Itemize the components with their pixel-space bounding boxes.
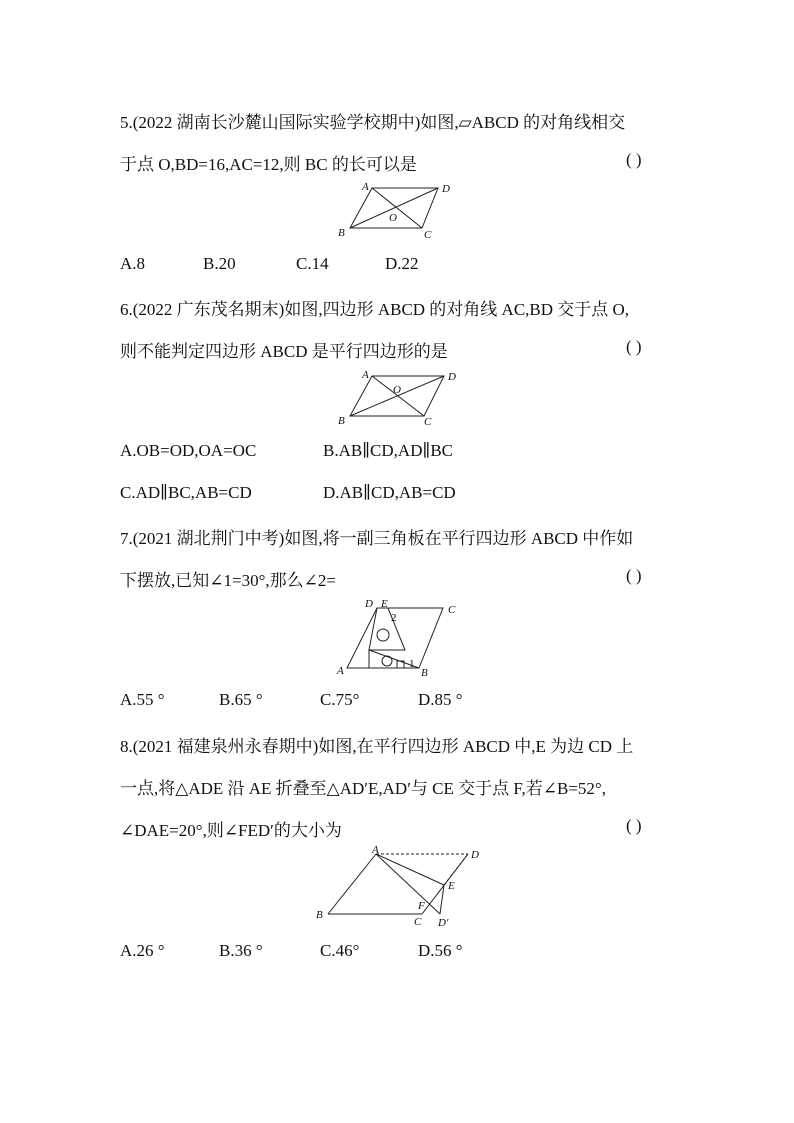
q8-segment-ad-prime	[376, 854, 440, 914]
q6-label-c: C	[424, 416, 432, 428]
q5-figure	[330, 180, 460, 245]
q5-label-a: A	[362, 181, 369, 193]
q6-diagonal-bd	[350, 376, 444, 416]
q5-stem-line1: 5.(2022 湖南长沙麓山国际实验学校期中)如图,▱ABCD 的对角线相交	[120, 113, 626, 132]
q7-label-c: C	[448, 604, 456, 616]
q5-label-d: D	[442, 183, 450, 195]
q8-figure	[310, 842, 490, 937]
q8-option-d: D.56 °	[418, 941, 463, 960]
q8-option-a: A.26 °	[120, 941, 165, 960]
q6-figure	[330, 366, 460, 433]
q5-label-b: B	[338, 227, 345, 239]
q6-option-d: D.AB∥CD,AB=CD	[323, 483, 456, 502]
q5-option-c: C.14	[296, 254, 329, 273]
q6-label-d: D	[448, 371, 456, 383]
q7-option-c: C.75°	[320, 690, 360, 709]
q5-option-a: A.8	[120, 254, 146, 273]
q6-stem-line2: 则不能判定四边形 ABCD 是平行四边形的是	[120, 342, 448, 361]
q7-set-square-hole-upper	[377, 629, 389, 641]
q6-option-a: A.OB=OD,OA=OC	[120, 441, 257, 460]
q6-option-b: B.AB∥CD,AD∥BC	[323, 441, 454, 460]
q7-figure	[335, 598, 465, 683]
q5-option-d: D.22	[385, 254, 419, 273]
q7-label-a: A	[337, 665, 344, 677]
q8-answer-bracket: ( )	[626, 816, 642, 835]
q7-stem-line1: 7.(2021 湖北荆门中考)如图,将一副三角板在平行四边形 ABCD 中作如	[120, 529, 634, 548]
q8-stem-line2: 一点,将△ADE 沿 AE 折叠至△AD′E,AD′与 CE 交于点 F,若∠B=52°,	[120, 779, 606, 798]
q8-label-f: F	[418, 900, 425, 912]
q7-set-square-hole-lower	[382, 656, 392, 666]
q6-answer-bracket: ( )	[626, 337, 642, 356]
q7-option-d: D.85 °	[418, 690, 463, 709]
q7-label-d: D	[365, 598, 373, 610]
q8-label-d: D	[471, 849, 479, 861]
q8-stem-line1: 8.(2021 福建泉州永春期中)如图,在平行四边形 ABCD 中,E 为边 CD 上	[120, 737, 634, 756]
q8-label-e: E	[448, 880, 455, 892]
q6-stem-line1: 6.(2022 广东茂名期末)如图,四边形 ABCD 的对角线 AC,BD 交于点 O,	[120, 300, 630, 319]
q7-stem-line2: 下摆放,已知∠1=30°,那么∠2=	[120, 571, 336, 590]
q7-angle-2: 2	[391, 612, 397, 624]
q5-stem-line2: 于点 O,BD=16,AC=12,则 BC 的长可以是	[120, 155, 417, 174]
q5-option-b: B.20	[203, 254, 236, 273]
q5-label-c: C	[424, 229, 432, 240]
q8-label-a: A	[372, 844, 379, 856]
q5-diagonal-ac	[372, 188, 422, 228]
q5-answer-bracket: ( )	[626, 150, 642, 169]
q8-option-b: B.36 °	[219, 941, 263, 960]
q7-option-b: B.65 °	[219, 690, 263, 709]
q6-label-b: B	[338, 415, 345, 427]
q6-option-c: C.AD∥BC,AB=CD	[120, 483, 252, 502]
q7-angle-1: 1	[409, 658, 415, 670]
q8-option-c: C.46°	[320, 941, 360, 960]
q7-label-e: E	[381, 598, 388, 610]
q6-label-o: O	[393, 384, 401, 396]
q8-label-b: B	[316, 909, 323, 921]
q8-label-c: C	[414, 916, 422, 928]
q8-label-d-prime: D′	[438, 917, 449, 929]
q6-label-a: A	[362, 369, 369, 381]
q8-side-ab	[328, 854, 376, 914]
q7-option-a: A.55 °	[120, 690, 165, 709]
q8-stem-line3: ∠DAE=20°,则∠FED′的大小为	[120, 821, 342, 840]
q5-label-o: O	[389, 212, 397, 224]
q8-fold-ae	[376, 854, 444, 885]
q7-label-b: B	[421, 667, 428, 678]
q7-answer-bracket: ( )	[626, 566, 642, 585]
